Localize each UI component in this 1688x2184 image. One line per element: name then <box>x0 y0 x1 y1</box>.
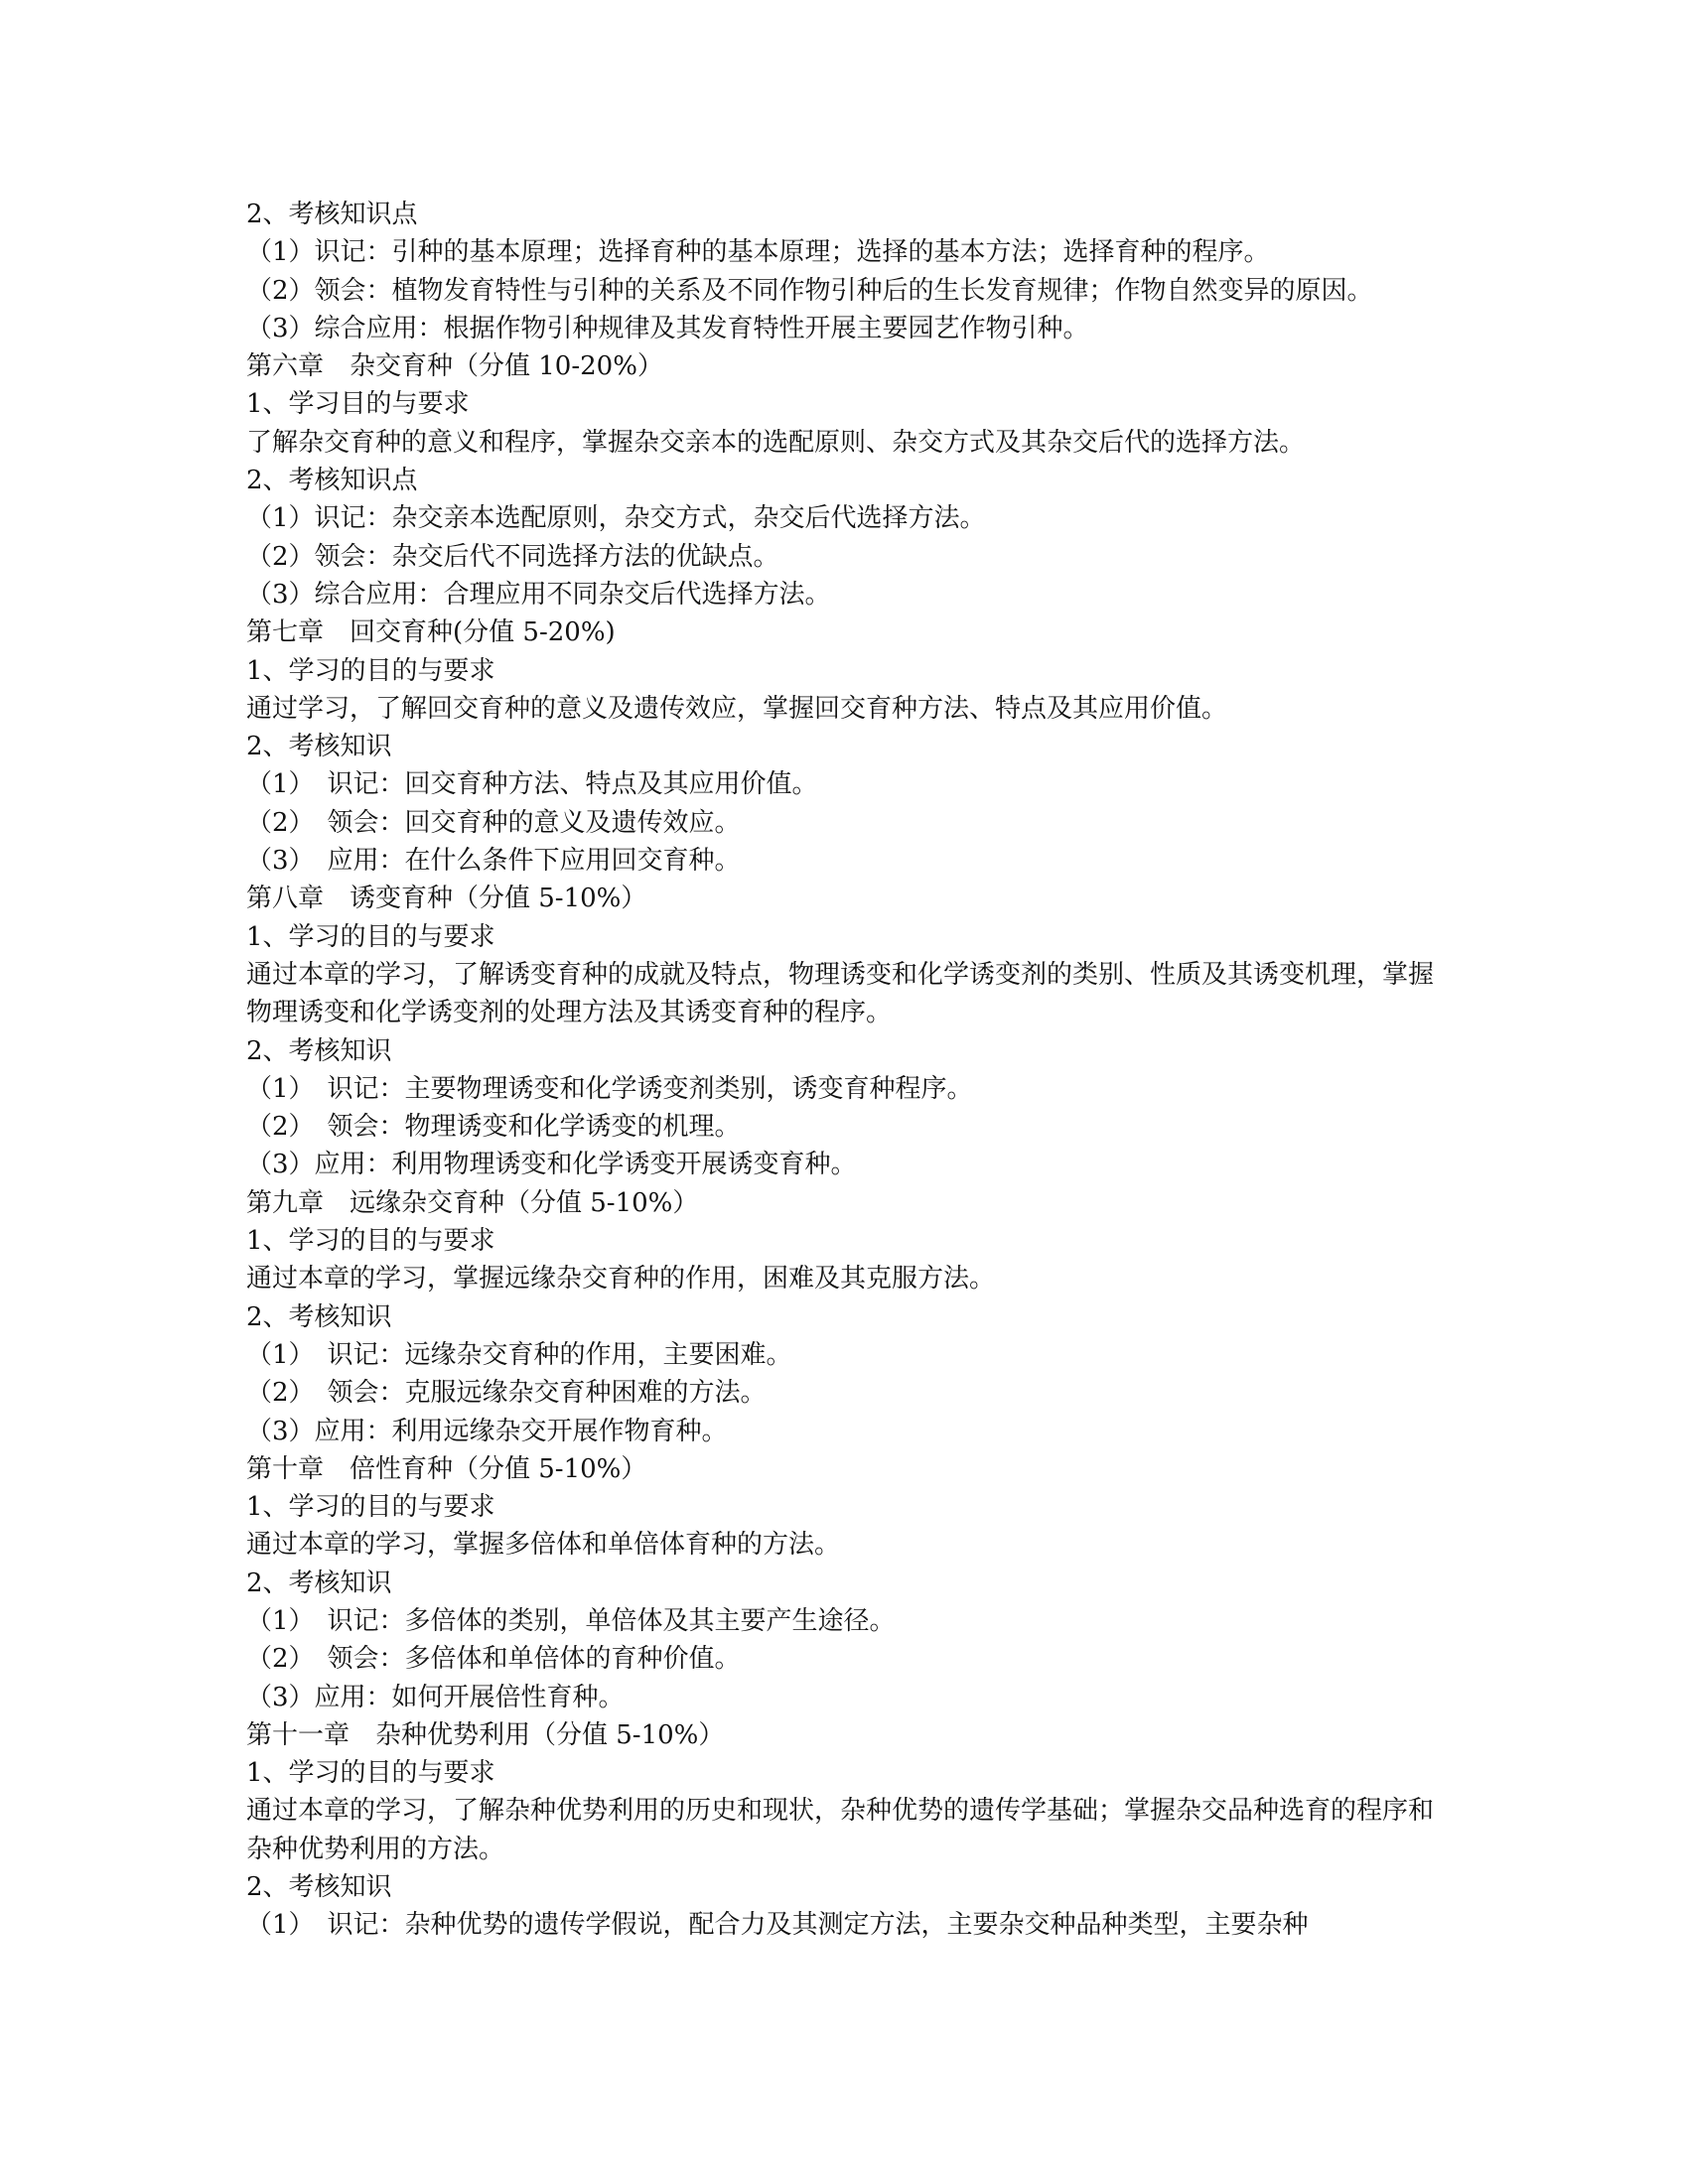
list-item: （1） 识记：远缘杂交育种的作用，主要困难。 <box>246 1339 792 1370</box>
document-body <box>246 196 1448 1945</box>
chapter-heading: 第七章 回交育种(分值 5-20%) <box>246 617 616 648</box>
list-item: （3）应用：利用物理诱变和化学诱变开展诱变育种。 <box>246 1150 857 1180</box>
paragraph: 通过本章的学习，了解杂种优势利用的历史和现状，杂种优势的遗传学基础；掌握杂交品种选育的程序和杂种优势利用的方法。 <box>246 1796 1435 1864</box>
chapter-heading: 第六章 杂交育种（分值 10-20%） <box>246 351 663 382</box>
section-heading: 1、学习的目的与要求 <box>246 1758 495 1789</box>
paragraph: 通过本章的学习，掌握远缘杂交育种的作用，困难及其克服方法。 <box>246 1264 996 1295</box>
list-item: （2） 领会：回交育种的意义及遗传效应。 <box>246 807 741 838</box>
list-item: （1） 识记：杂种优势的遗传学假说，配合力及其测定方法，主要杂交种品种类型，主要杂种 <box>246 1910 1309 1941</box>
section-heading: 1、学习的目的与要求 <box>246 921 495 952</box>
paragraph: 通过本章的学习，了解诱变育种的成就及特点，物理诱变和化学诱变剂的类别、性质及其诱变机理，掌握物理诱变和化学诱变剂的处理方法及其诱变育种的程序。 <box>246 959 1435 1028</box>
list-item: （3） 应用：在什么条件下应用回交育种。 <box>246 846 741 877</box>
section-heading: 2、考核知识 <box>246 1568 392 1598</box>
list-item: （3）综合应用：根据作物引种规律及其发育特性开展主要园艺作物引种。 <box>246 313 1089 343</box>
list-item: （1）识记：杂交亲本选配原则，杂交方式，杂交后代选择方法。 <box>246 503 986 534</box>
list-item: （1） 识记：多倍体的类别，单倍体及其主要产生途径。 <box>246 1605 896 1636</box>
chapter-heading: 第八章 诱变育种（分值 5-10%） <box>246 884 647 914</box>
list-item: （3）应用：如何开展倍性育种。 <box>246 1682 625 1712</box>
list-item: （2） 领会：克服远缘杂交育种困难的方法。 <box>246 1378 767 1409</box>
list-item: （2） 领会：物理诱变和化学诱变的机理。 <box>246 1112 741 1143</box>
list-item: （3）综合应用：合理应用不同杂交后代选择方法。 <box>246 579 831 610</box>
chapter-heading: 第九章 远缘杂交育种（分值 5-10%） <box>246 1187 699 1218</box>
list-item: （1） 识记：主要物理诱变和化学诱变剂类别，诱变育种程序。 <box>246 1073 973 1104</box>
paragraph: 了解杂交育种的意义和程序，掌握杂交亲本的选配原则、杂交方式及其杂交后代的选择方法。 <box>246 427 1306 458</box>
section-heading: 1、学习的目的与要求 <box>246 1492 495 1523</box>
section-heading: 2、考核知识点 <box>246 466 418 496</box>
list-item: （1） 识记：回交育种方法、特点及其应用价值。 <box>246 769 818 800</box>
section-heading: 1、学习的目的与要求 <box>246 1226 495 1257</box>
list-item: （1）识记：引种的基本原理；选择育种的基本原理；选择的基本方法；选择育种的程序。 <box>246 237 1270 268</box>
section-heading: 2、考核知识 <box>246 1872 392 1903</box>
section-heading: 1、学习的目的与要求 <box>246 655 495 686</box>
list-item: （2）领会：植物发育特性与引种的关系及不同作物引种后的生长发育规律；作物自然变异的原因。 <box>246 275 1373 306</box>
list-item: （3）应用：利用远缘杂交开展作物育种。 <box>246 1416 728 1446</box>
chapter-heading: 第十章 倍性育种（分值 5-10%） <box>246 1453 647 1484</box>
section-heading: 2、考核知识 <box>246 1301 392 1332</box>
section-heading: 2、考核知识 <box>246 1035 392 1066</box>
section-heading: 2、考核知识 <box>246 732 392 762</box>
list-item: （2） 领会：多倍体和单倍体的育种价值。 <box>246 1644 741 1675</box>
paragraph: 通过本章的学习，掌握多倍体和单倍体育种的方法。 <box>246 1530 841 1561</box>
list-item: （2）领会：杂交后代不同选择方法的优缺点。 <box>246 541 779 572</box>
paragraph: 通过学习，了解回交育种的意义及遗传效应，掌握回交育种方法、特点及其应用价值。 <box>246 693 1228 724</box>
chapter-heading: 第十一章 杂种优势利用（分值 5-10%） <box>246 1719 725 1750</box>
section-heading: 1、学习目的与要求 <box>246 389 470 420</box>
section-heading: 2、考核知识点 <box>246 200 418 229</box>
